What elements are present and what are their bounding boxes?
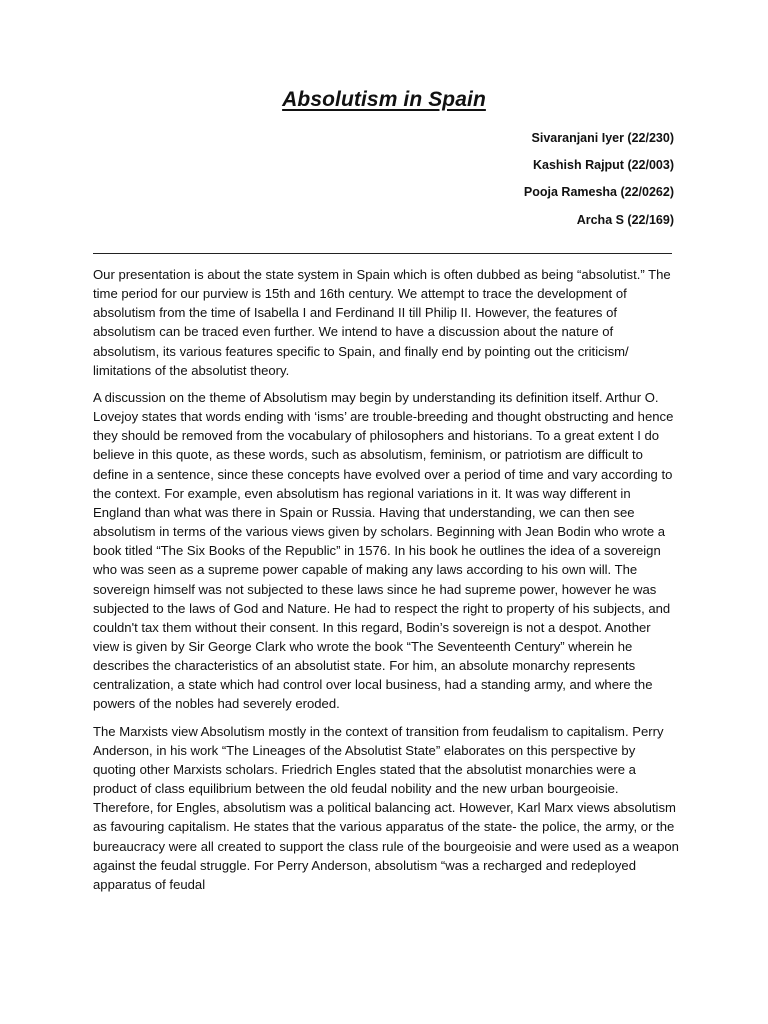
body-paragraph: Our presentation is about the state system in Spain which is often dubbed as being “absolutist.” The time period for our purview is 15th and 16th century. We attempt to trace the development of absolutism from the time of Isabella I and Ferdinand II till Philip II. However, the features of absolutism can be traced even further. We intend to have a discussion about the nature of absolutism, its various features specific to Spain, and finally end by pointing out the criticism/ limitations of the absolutist theory. bbox=[93, 267, 671, 378]
document-body bbox=[93, 265, 679, 902]
document-title: Absolutism in Spain bbox=[282, 88, 486, 111]
author-line: Archa S (22/169) bbox=[576, 212, 674, 227]
author-line: Pooja Ramesha (22/0262) bbox=[523, 185, 674, 200]
author-line: Sivaranjani Iyer (22/230) bbox=[531, 131, 674, 145]
body-paragraph: The Marxists view Absolutism mostly in the context of transition from feudalism to capitalism. Perry Anderson, in his work “The Lineages of the Absolutist State” elaborates on this perspective by quoting other Marxists scholars. Friedrich Engles stated that the absolutist monarchies were a product of class equilibrium between the old feudal nobility and the new urban bourgeoisie. Therefore, for Engles, absolutism was a political balancing act. However, Karl Marx views absolutism as favouring capitalism. He states that the various apparatus of the state- the police, the army, or the bureaucracy were all created to support the class rule of the bourgeoisie and were used as a weapon against the feudal struggle. For Perry Anderson, absolutism “was a recharged and redeployed apparatus of feudal bbox=[93, 723, 679, 892]
author-list bbox=[524, 130, 674, 239]
author-line: Kashish Rajput (22/003) bbox=[532, 158, 674, 173]
body-paragraph: A discussion on the theme of Absolutism may begin by understanding its definition itself. Arthur O. Lovejoy states that words ending with ‘isms’ are trouble-breeding and thought obstructing and hence they should be removed from the vocabulary of philosophers and historians. To a great extent I do believe in this quote, as these words, such as absolutism, feminism, or patriotism are difficult to define in a sentence, since these concepts have evolved over a period of time and vary according to the context. For example, even absolutism has regional variations in it. It was way different in England than what was there in Spain or Russia. Having that understanding, we can then see absolutism in terms of the various views given by scholars. Beginning with Jean Bodin who wrote a book titled “The Six Books of the Republic” in 1576. In his book he outlines the idea of a sovereign who was seen as a supreme power capable of making any laws according to his own will. The sovereign himself was not subjected to these laws since he had supreme power, however he was subjected to the laws of God and Nature. He had to respect the right to property of his subjects, and couldn't tax them without their consent. In this regard, Bodin’s sovereign is not a despot. Another view is given by Sir George Clark who wrote the book “The Seventeenth Century” wherein he describes the characteristics of an absolutist state. For him, an absolute monarchy represents centralization, a state which had control over local business, had a standing army, and where the powers of the nobles had severely eroded. bbox=[93, 389, 674, 712]
horizontal-divider bbox=[93, 253, 672, 254]
